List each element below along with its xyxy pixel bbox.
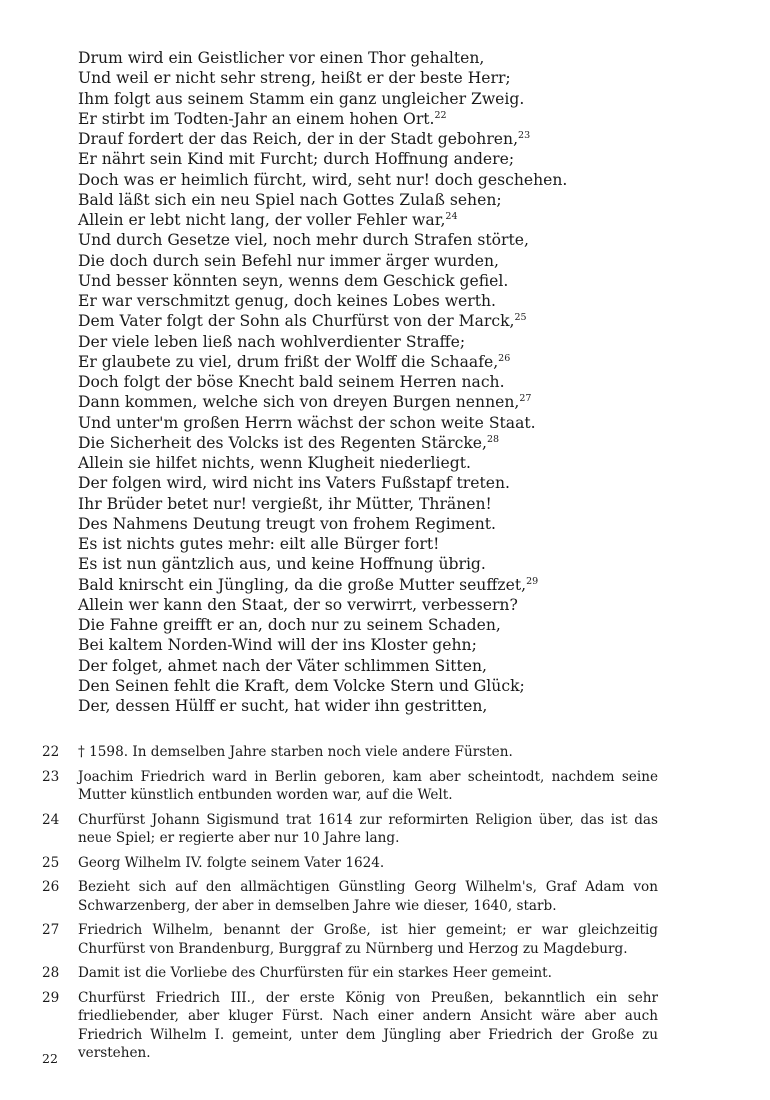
poem-line-text: Der viele leben ließ nach wohlverdienter Straffe; — [78, 332, 466, 351]
poem-line-text: Bei kaltem Norden-Wind will der ins Kloster gehn; — [78, 636, 477, 655]
poem-line-text: Ihr Brüder betet nur! vergießt, ihr Mütter, Thränen! — [78, 494, 492, 513]
poem-line — [78, 514, 718, 534]
poem-line — [78, 311, 718, 331]
footnote-marker: 23 — [518, 130, 531, 141]
poem-line — [78, 48, 718, 68]
footnote-text: † 1598. In demselben Jahre starben noch viele andere Fürsten. — [78, 744, 513, 760]
poem-line-text: Doch was er heimlich fürcht, wird, seht nur! doch geschehen. — [78, 170, 568, 189]
footnote-marker: 28 — [486, 433, 500, 445]
poem-line — [78, 190, 718, 210]
poem-line — [78, 372, 718, 392]
poem-line — [78, 635, 718, 655]
poem-line-text: Dem Vater folgt der Sohn als Churfürst von der Marck, — [78, 312, 515, 331]
poem-line — [78, 210, 718, 230]
footnote — [42, 989, 658, 1063]
poem-line-text: Es ist nichts gutes mehr: eilt alle Bürger fort! — [78, 535, 440, 553]
footnote-number: 22 — [42, 744, 60, 760]
footnote — [42, 743, 658, 762]
poem-line — [78, 271, 718, 291]
poem-line-text: Der folgen wird, wird nicht ins Vaters Fußstapf treten. — [78, 474, 510, 493]
poem-line-text: Dann kommen, welche sich von dreyen Burgen nennen, — [78, 393, 520, 412]
footnote-marker: 24 — [445, 211, 458, 222]
poem-line — [78, 656, 718, 676]
footnote-marker: 29 — [526, 575, 539, 587]
poem-line — [78, 554, 718, 574]
poem-line-text: Und unter'm großen Herrn wächst der schon weite Staat. — [78, 413, 536, 432]
poem-line — [78, 170, 718, 190]
poem-line-text: Die Sicherheit des Volcks ist des Regenten Stärcke, — [78, 433, 487, 452]
poem-line — [78, 291, 718, 311]
footnote-number: 23 — [42, 768, 60, 785]
poem-line — [78, 129, 718, 149]
poem-line-text: Er glaubete zu viel, drum frißt der Wolff die Schaafe, — [78, 352, 499, 371]
poem-line — [78, 433, 718, 453]
footnote-number: 28 — [42, 965, 60, 981]
footnote-marker: 27 — [519, 393, 532, 405]
poem-line — [78, 413, 718, 433]
poem-line — [78, 352, 718, 372]
poem-line-text: Er war verschmitzt genug, doch keines Lobes werth. — [78, 292, 497, 310]
poem-line-text: Allein sie hilfet nichts, wenn Klugheit niederliegt. — [78, 454, 471, 472]
poem-line-text: Ihm folgt aus seinem Stamm ein ganz ungleicher Zweig. — [78, 89, 525, 108]
poem-line-text: Drum wird ein Geistlicher vor einen Thor gehalten, — [78, 49, 485, 67]
poem-line — [78, 109, 718, 129]
poem-line — [78, 230, 718, 250]
poem-line-text: Er nährt sein Kind mit Furcht; durch Hoffnung andere; — [78, 150, 515, 169]
poem-line-text: Der, dessen Hülff er sucht, hat wider ihn gestritten, — [78, 697, 488, 715]
poem-line — [78, 595, 718, 615]
poem-line-text: Und besser könnten seyn, wenns dem Geschick gefiel. — [78, 271, 509, 290]
footnotes — [42, 743, 658, 1069]
footnote — [42, 964, 658, 983]
footnote-text: Friedrich Wilhelm, benannt der Große, ist hier gemeint; er war gleichzeitig Churfürst von Brandenburg, Burggraf zu Nürnberg und Herzog zu Magdeburg. — [78, 922, 658, 957]
poem-line — [78, 676, 718, 696]
poem-line-text: Es ist nun gäntzlich aus, und keine Hoffnung übrig. — [78, 555, 486, 574]
poem-line-text: Und durch Gesetze viel, noch mehr durch Strafen störte, — [78, 231, 529, 250]
poem-line — [78, 453, 718, 473]
footnote — [42, 811, 658, 848]
poem-line-text: Des Nahmens Deutung treugt von frohem Regiment. — [78, 514, 497, 533]
footnote-marker: 22 — [434, 109, 447, 121]
footnote — [42, 878, 658, 915]
footnote-number: 24 — [42, 811, 60, 828]
poem-line — [78, 615, 718, 635]
poem-line-text: Bald knirscht ein Jüngling, da die große Mutter seuffzet, — [78, 575, 527, 594]
poem-line — [78, 89, 718, 109]
poem-line — [78, 251, 718, 271]
footnote-text: Churfürst Johann Sigismund trat 1614 zur reformirten Religion über, das ist das neue Spiel; er regierte aber nur 10 Jahre lang. — [78, 811, 658, 846]
poem-line-text: Drauf fordert der das Reich, der in der Stadt gebohren, — [78, 130, 519, 148]
footnote — [42, 921, 658, 958]
poem-line — [78, 534, 718, 554]
poem-line-text: Er stirbt im Todten-Jahr an einem hohen Ort. — [78, 109, 435, 128]
poem-line-text: Und weil er nicht sehr streng, heißt er der beste Herr; — [78, 69, 511, 88]
poem-line-text: Die Fahne greifft er an, doch nur zu seinem Schaden, — [78, 616, 501, 634]
page-number: 22 — [42, 1051, 58, 1066]
footnote-number: 27 — [42, 922, 60, 938]
poem-line-text: Den Seinen fehlt die Kraft, dem Volcke Stern und Glück; — [78, 676, 525, 695]
poem — [78, 48, 718, 716]
footnote-marker: 26 — [498, 352, 511, 364]
poem-line — [78, 68, 718, 88]
footnote-number: 26 — [42, 879, 60, 895]
poem-line — [78, 332, 718, 352]
poem-line — [78, 575, 718, 595]
poem-line — [78, 473, 718, 493]
poem-line-text: Doch folgt der böse Knecht bald seinem Herren nach. — [78, 373, 505, 391]
footnote-marker: 25 — [514, 312, 527, 324]
footnote-text: Georg Wilhelm IV. folgte seinem Vater 1624. — [78, 854, 385, 871]
poem-line — [78, 696, 718, 716]
footnote-number: 29 — [42, 989, 60, 1006]
poem-line-text: Bald läßt sich ein neu Spiel nach Gottes Zulaß sehen; — [78, 190, 502, 209]
poem-line — [78, 494, 718, 514]
poem-line-text: Der folget, ahmet nach der Väter schlimmen Sitten, — [78, 656, 487, 675]
footnote-text: Churfürst Friedrich III., der erste König von Preußen, bekanntlich ein sehr friedliebender, aber kluger Fürst. Nach einer andern Ansicht wäre aber auch Friedrich Wilhelm I. gemeint, unter dem Jüngling aber Friedrich der Große zu verstehen. — [78, 989, 658, 1061]
poem-line-text: Die doch durch sein Befehl nur immer ärger wurden, — [78, 251, 500, 270]
footnote — [42, 854, 658, 873]
footnote-text: Joachim Friedrich ward in Berlin geboren, kam aber scheintodt, nachdem seine Mutter künstlich entbunden worden war, auf die Welt. — [78, 768, 658, 803]
poem-line-text: Allein wer kann den Staat, der so verwirrt, verbessern? — [78, 595, 518, 614]
footnote-text: Damit ist die Vorliebe des Churfürsten für ein starkes Heer gemeint. — [78, 965, 552, 981]
poem-line — [78, 392, 718, 412]
poem-line — [78, 149, 718, 169]
footnote — [42, 768, 658, 805]
poem-line-text: Allein er lebt nicht lang, der voller Fehler war, — [78, 211, 446, 229]
footnote-number: 25 — [42, 854, 60, 871]
footnote-text: Bezieht sich auf den allmächtigen Günstling Georg Wilhelm's, Graf Adam von Schwarzenberg, der aber in demselben Jahre wie dieser, 1640, starb. — [78, 879, 658, 914]
